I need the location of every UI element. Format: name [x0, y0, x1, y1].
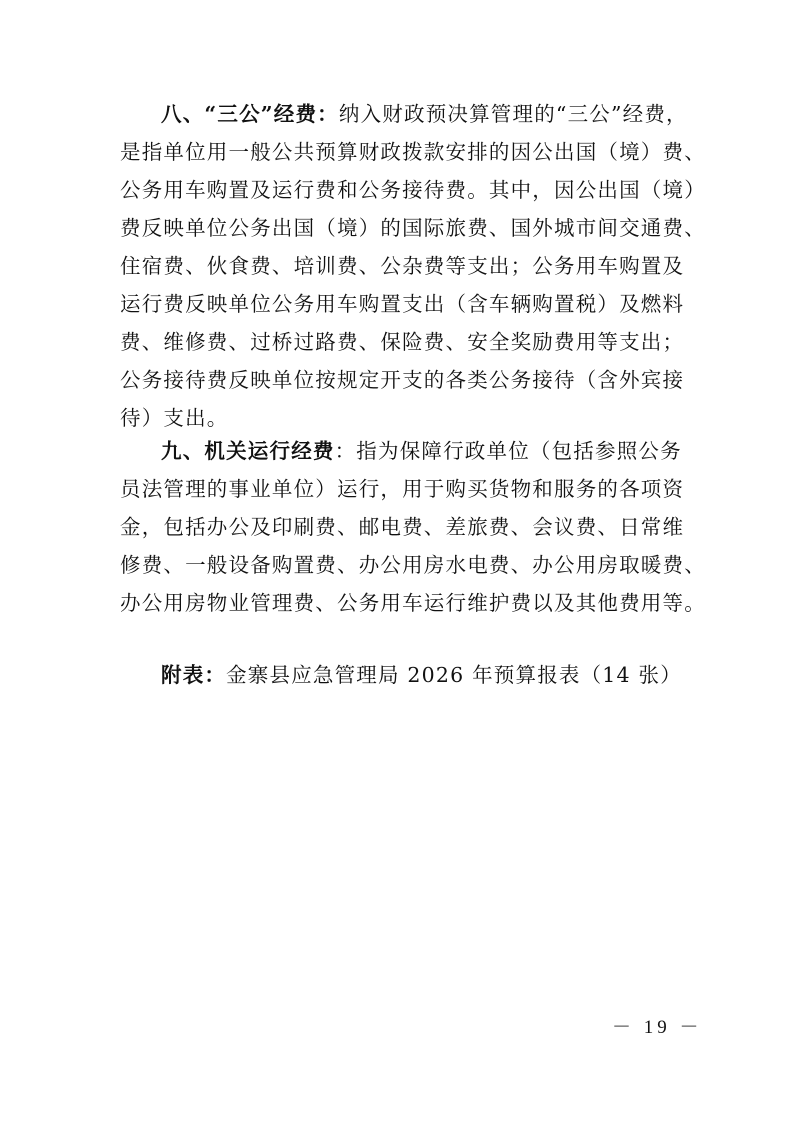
- section-agency-operating-expenses: [120, 432, 706, 622]
- paragraph-line: 修费、一般设备购置费、办公用房水电费、办公用房取暖费、: [120, 553, 706, 577]
- appendix-text: 金寨县应急管理局 2026 年预算报表（14 张）: [226, 663, 682, 687]
- paragraph-line: [120, 432, 680, 470]
- paragraph-line: 金，包括办公及印刷费、邮电费、差旅费、会议费、日常维: [120, 515, 685, 539]
- page-number: － 19 －: [612, 1017, 703, 1038]
- paragraph-line: 是指单位用一般公共预算财政拨款安排的因公出国（境）费、: [120, 140, 706, 164]
- paragraph-line: 办公用房物业管理费、公务用车运行维护费以及其他费用等。: [120, 591, 706, 615]
- paragraph-line: 费、维修费、过桥过路费、保险费、安全奖励费用等支出；: [120, 330, 685, 354]
- section-three-public-expenses: [120, 95, 706, 437]
- paragraph-text: 纳入财政预决算管理的“三公”经费，: [338, 102, 688, 126]
- section-heading: 八、“三公”经费：: [161, 102, 339, 126]
- paragraph-text: ：指为保障行政单位（包括参照公务: [334, 439, 682, 463]
- paragraph-line: 公务接待费反映单位按规定开支的各类公务接待（含外宾接: [120, 368, 685, 392]
- paragraph-line: 待）支出。: [120, 406, 229, 430]
- appendix-label: 附表：: [161, 663, 227, 687]
- paragraph-line: [120, 95, 688, 133]
- paragraph-line: 运行费反映单位公务用车购置支出（含车辆购置税）及燃料: [120, 292, 685, 316]
- paragraph-line: 公务用车购置及运行费和公务接待费。其中，因公出国（境）: [120, 178, 706, 202]
- section-heading: 九、机关运行经费: [161, 439, 335, 463]
- appendix-note: [161, 656, 682, 694]
- paragraph-line: 员法管理的事业单位）运行，用于购买货物和服务的各项资: [120, 477, 685, 501]
- paragraph-line: 费反映单位公务出国（境）的国际旅费、国外城市间交通费、: [120, 216, 706, 240]
- paragraph-line: 住宿费、伙食费、培训费、公杂费等支出；公务用车购置及: [120, 254, 685, 278]
